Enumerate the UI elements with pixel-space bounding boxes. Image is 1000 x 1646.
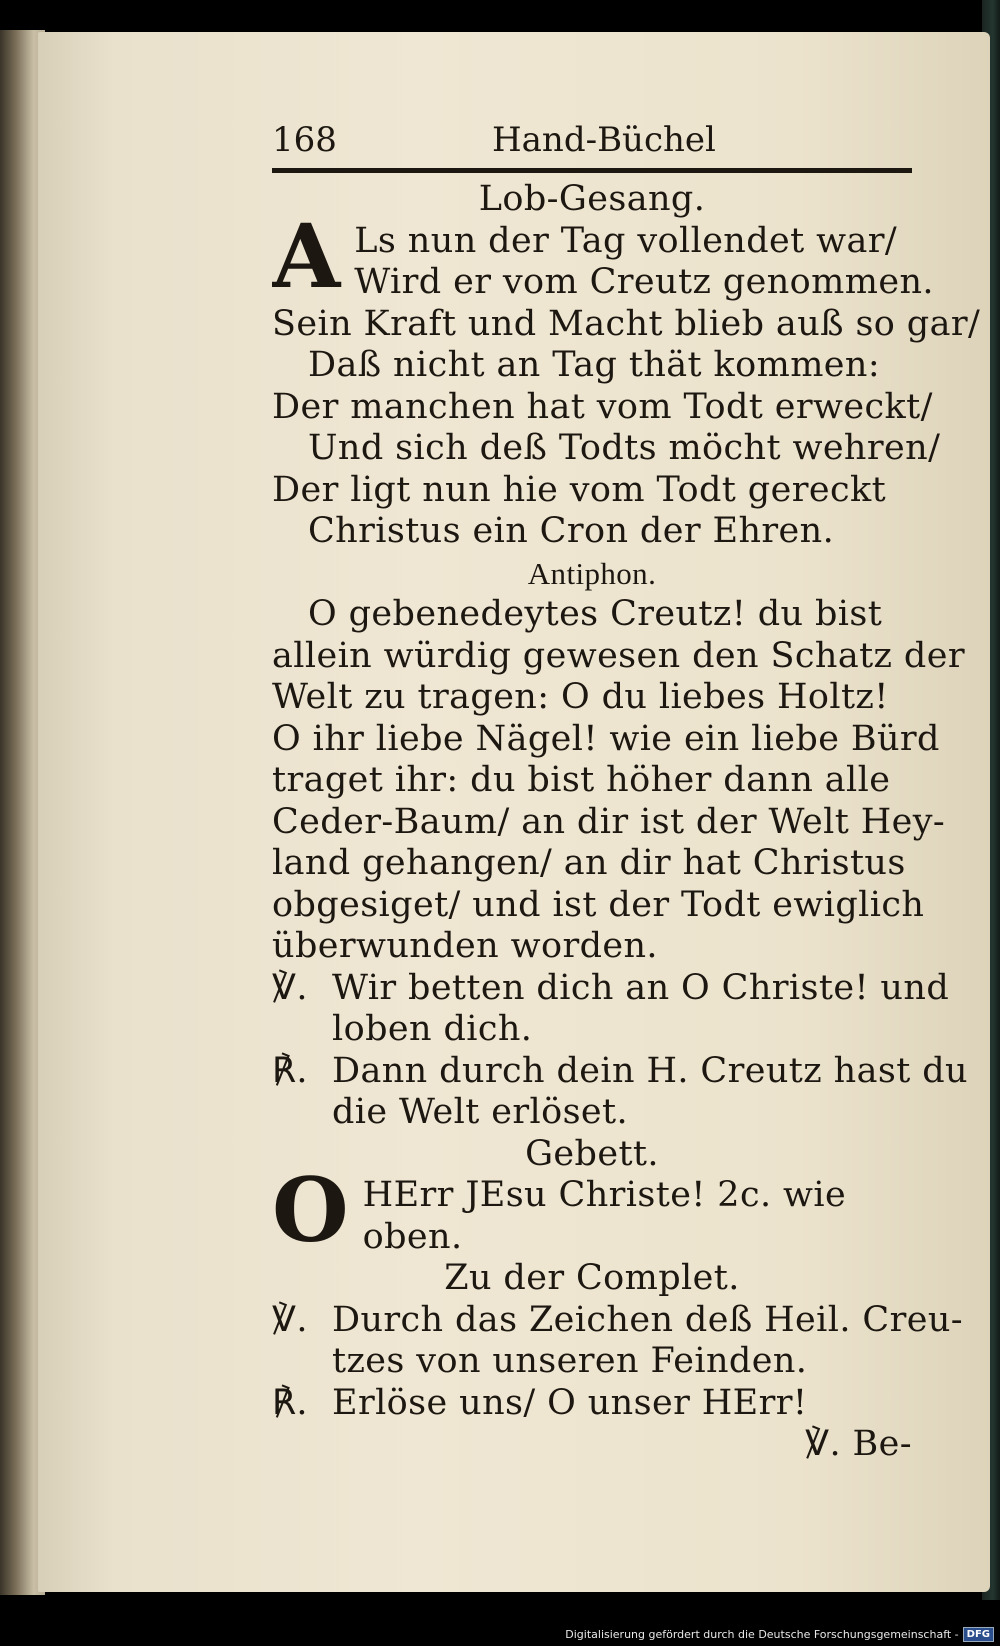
response-mark: ℟. — [272, 1382, 308, 1423]
versicle-text: loben dich. — [332, 1009, 533, 1049]
complet-heading: Zu der Complet. — [444, 1258, 740, 1298]
page-number: 168 — [272, 120, 337, 160]
versicle-text: Durch das Zeichen deß Heil. Creu- — [332, 1299, 963, 1340]
response — [272, 1383, 952, 1425]
hymn-line: Sein Kraft und Macht blieb auß so gar/ — [272, 303, 981, 344]
prayer-line: HErr JEsu Christe! 2c. wie — [362, 1175, 847, 1215]
hymn-heading: Lob-Gesang. — [478, 179, 706, 219]
versicle-mark: ℣. — [272, 967, 308, 1008]
drop-capital: A — [272, 220, 341, 304]
versicle — [272, 968, 952, 1010]
running-head — [272, 112, 952, 168]
hymn-line: Ls nun der Tag vollendet war/ — [354, 220, 898, 261]
page-text — [272, 112, 981, 1466]
response — [272, 1050, 968, 1093]
credit-text: Digitalisierung gefördert durch die Deutsche Forschungsgemeinschaft - — [565, 1628, 959, 1641]
response-mark: ℟. — [272, 1050, 308, 1091]
dfg-logo: DFG — [963, 1627, 994, 1642]
prayer-heading: Gebett. — [525, 1133, 659, 1174]
antiphon-line: allein würdig gewesen den Schatz der — [272, 635, 965, 676]
antiphon-line: O ihr liebe Nägel! wie ein liebe Bürd — [272, 718, 940, 759]
versicle-text: Wir betten dich an O Christe! und — [332, 967, 950, 1008]
antiphon-line: traget ihr: du bist höher dann alle — [272, 760, 891, 800]
hymn-line: Christus ein Cron der Ehren. — [308, 511, 835, 551]
antiphon-line: O gebenedeytes Creutz! du bist — [308, 594, 883, 634]
running-title: Hand-Büchel — [492, 120, 716, 160]
hymn-line: Der manchen hat vom Todt erweckt/ — [272, 386, 933, 427]
hymn-line: Wird er vom Creutz genommen. — [354, 262, 934, 302]
antiphon-line: Welt zu tragen: O du liebes Holtz! — [272, 677, 889, 717]
hymn-line: Daß nicht an Tag thät kommen: — [308, 345, 881, 385]
drop-capital: O — [272, 1175, 349, 1258]
header-rule — [272, 168, 912, 173]
versicle — [272, 1299, 963, 1342]
versicle-text: tzes von unseren Feinden. — [332, 1341, 808, 1381]
antiphon-line: Ceder-Baum/ an dir ist der Welt Hey- — [272, 801, 946, 842]
response-text: Dann durch dein H. Creutz hast du — [332, 1050, 968, 1091]
antiphon-line: land gehangen/ an dir hat Christus — [272, 843, 906, 883]
antiphon-line: obgesiget/ und ist der Todt ewiglich — [272, 884, 925, 925]
hymn-first-stanza — [272, 221, 952, 304]
response-text: die Welt erlöset. — [332, 1092, 629, 1132]
response-text: Erlöse uns/ O unser HErr! — [332, 1382, 808, 1423]
prayer-line: oben. — [362, 1216, 463, 1257]
digitization-credit — [565, 1627, 994, 1642]
prayer-text — [272, 1175, 952, 1258]
catchword: ℣. Be- — [805, 1424, 912, 1464]
hymn-line: Der ligt nun hie vom Todt gereckt — [272, 469, 887, 510]
antiphon-heading: Antiphon. — [527, 555, 657, 591]
versicle-mark: ℣. — [272, 1299, 308, 1340]
antiphon-line: überwunden worden. — [272, 926, 658, 966]
hymn-line: Und sich deß Todts möcht wehren/ — [308, 428, 941, 468]
